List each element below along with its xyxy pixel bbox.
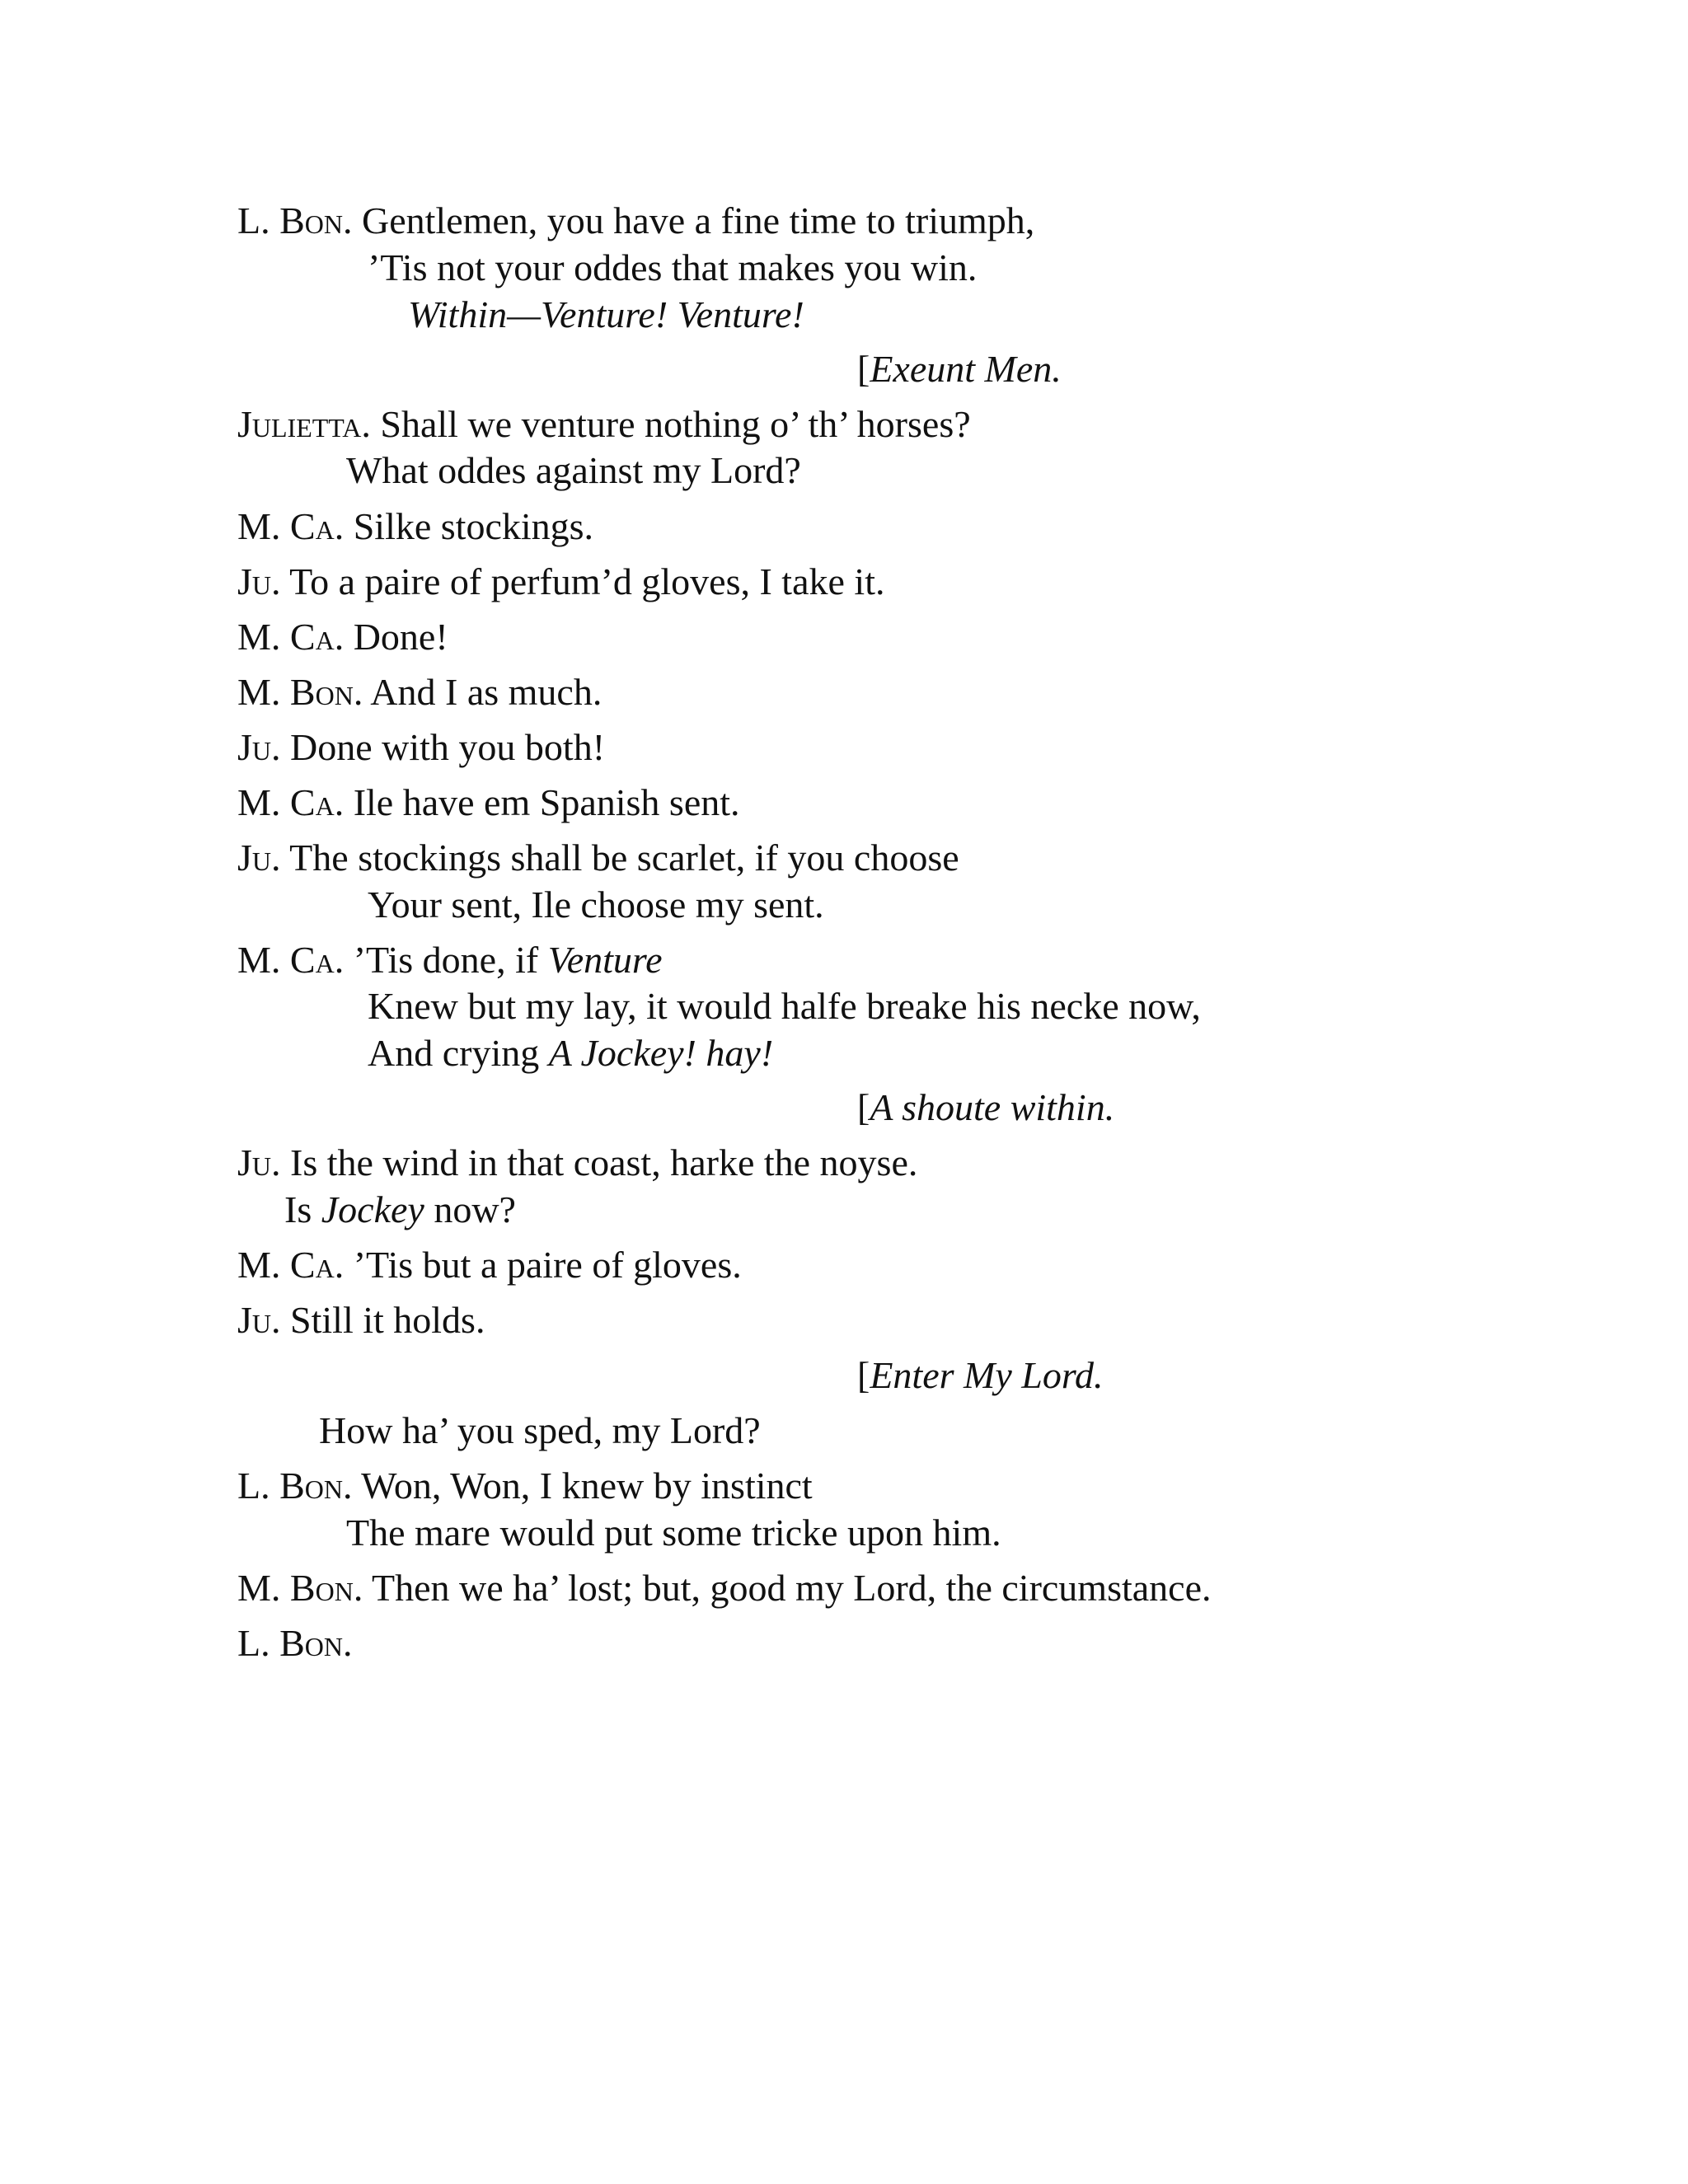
dialogue-line	[237, 780, 740, 826]
line-text: ’Tis not your oddes that makes you win.	[368, 246, 978, 288]
verse-continuation	[346, 1510, 1001, 1556]
line-text: . The stockings shall be scarlet, if you choose	[271, 837, 959, 879]
speaker-name: M. Bon	[237, 1567, 354, 1609]
line-text: .	[343, 1622, 353, 1664]
stage-direction	[857, 346, 1062, 392]
speaker-name: L. Bon	[237, 1622, 343, 1664]
dialogue-line	[237, 1463, 813, 1509]
line-text: . Silke stockings.	[334, 505, 594, 547]
speaker-name: Ju	[237, 560, 272, 602]
line-text: The mare would put some tricke upon him.	[346, 1511, 1001, 1554]
line-text: . Then we ha’ lost; but, good my Lord, the circumstance.	[353, 1567, 1212, 1609]
line-text: What oddes against my Lord?	[346, 449, 801, 491]
dialogue-line	[237, 1565, 1212, 1611]
dialogue-line	[237, 724, 605, 771]
verse-continuation	[319, 1408, 761, 1454]
speaker-name: M. Ca	[237, 616, 335, 658]
dialogue-line	[237, 1140, 917, 1186]
stage-direction	[857, 1085, 1114, 1131]
offstage-cry	[408, 292, 804, 338]
speaker-name: L. Bon	[237, 1465, 343, 1507]
dialogue-line	[237, 1620, 353, 1666]
speaker-name: M. Bon	[237, 671, 354, 713]
line-text: . Gentlemen, you have a fine time to triumph,	[343, 199, 1035, 241]
line-text: . Won, Won, I knew by instinct	[343, 1465, 813, 1507]
stage-direction-text: Enter My Lord.	[870, 1354, 1104, 1396]
speaker-name: M. Ca	[237, 1244, 335, 1286]
dialogue-line	[237, 835, 959, 881]
dialogue-line	[237, 614, 448, 660]
dialogue-line	[237, 559, 884, 605]
speaker-name: Ju	[237, 837, 272, 879]
speaker-name: Ju	[237, 1299, 272, 1341]
line-text: And crying	[368, 1032, 549, 1074]
verse-continuation	[368, 882, 824, 928]
line-italic-text: Venture	[547, 939, 663, 981]
dialogue-line	[237, 1297, 485, 1343]
line-text: . And I as much.	[353, 671, 603, 713]
speaker-name: M. Ca	[237, 781, 335, 823]
dialogue-line	[237, 504, 593, 550]
line-text: . Is the wind in that coast, harke the noyse.	[271, 1141, 918, 1183]
line-italic-text: A Jockey! hay!	[548, 1032, 774, 1074]
dialogue-line	[237, 669, 602, 715]
dialogue-line	[237, 198, 1034, 244]
bracket: [	[857, 1086, 870, 1128]
dialogue-line	[237, 401, 971, 448]
verse-continuation	[368, 245, 977, 291]
line-text: . Done!	[334, 616, 448, 658]
line-text: . ’Tis but a paire of gloves.	[334, 1244, 742, 1286]
bracket: [	[857, 1354, 870, 1396]
dialogue-line	[237, 937, 663, 983]
speaker-name: L. Bon	[237, 199, 343, 241]
verse-continuation	[368, 1030, 773, 1076]
stage-direction	[857, 1352, 1104, 1399]
verse-continuation	[346, 448, 801, 494]
dialogue-line	[237, 1242, 742, 1288]
line-text: . Done with you both!	[271, 726, 606, 768]
line-text: Is	[284, 1188, 321, 1230]
line-text-end: now?	[424, 1188, 516, 1230]
line-text: . ’Tis done, if	[334, 939, 548, 981]
line-text: . Ile have em Spanish sent.	[334, 781, 740, 823]
line-italic-text: Within—Venture! Venture!	[408, 293, 804, 335]
line-text: How ha’ you sped, my Lord?	[319, 1409, 761, 1451]
speaker-name: Julietta	[237, 403, 362, 445]
verse-continuation	[368, 983, 1201, 1029]
speaker-name: M. Ca	[237, 939, 335, 981]
bracket: [	[857, 348, 870, 390]
line-text: Your sent, Ile choose my sent.	[368, 883, 824, 926]
speaker-name: M. Ca	[237, 505, 335, 547]
stage-direction-text: Exeunt Men.	[870, 348, 1062, 390]
speaker-name: Ju	[237, 726, 272, 768]
line-text: . To a paire of perfum’d gloves, I take it.	[271, 560, 885, 602]
line-italic-text: Jockey	[321, 1188, 424, 1230]
line-text: . Shall we venture nothing o’ th’ horses?	[361, 403, 971, 445]
line-text: Knew but my lay, it would halfe breake his necke now,	[368, 985, 1201, 1027]
verse-continuation	[284, 1187, 516, 1233]
speaker-name: Ju	[237, 1141, 272, 1183]
line-text: . Still it holds.	[271, 1299, 485, 1341]
stage-direction-text: A shoute within.	[870, 1086, 1115, 1128]
